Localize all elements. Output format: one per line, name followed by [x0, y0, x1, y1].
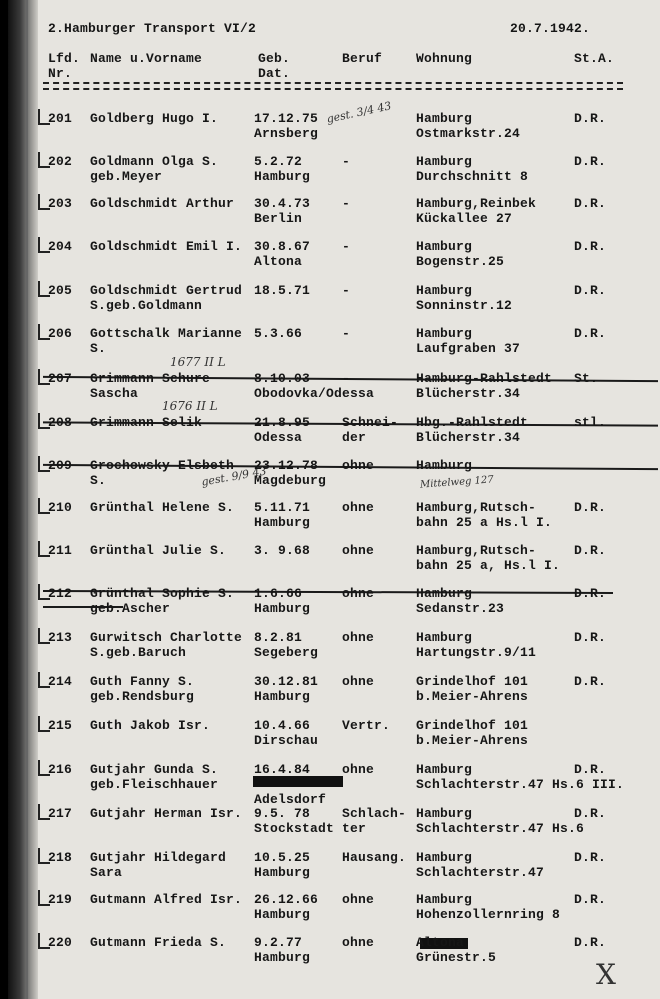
tick-mark: [38, 237, 50, 253]
row-number: 208: [48, 415, 73, 430]
row-address-line2: b.Meier-Ahrens: [416, 689, 529, 704]
row-birth-place: Adelsdorf: [254, 792, 327, 807]
row-number: 215: [48, 718, 73, 733]
col-header-name: Name u.Vorname: [90, 51, 203, 66]
row-number: 212: [48, 586, 73, 601]
row-address: Hamburg: [416, 283, 473, 298]
row-address: Hamburg: [416, 239, 473, 254]
row-address-line2: bahn 25 a Hs.l I.: [416, 515, 553, 530]
handwritten-note: gest. 3/4 43: [325, 99, 393, 126]
row-birth-place: Hamburg: [254, 515, 311, 530]
header-rule: [43, 82, 623, 84]
handwritten-mark: X: [596, 958, 616, 991]
row-birth-date: 30.4.73: [254, 196, 311, 211]
row-number: 219: [48, 892, 73, 907]
row-number: 213: [48, 630, 73, 645]
row-address: Hamburg,Reinbek: [416, 196, 537, 211]
row-profession: Schlach-: [342, 806, 407, 821]
row-birth-place: Arnsberg: [254, 126, 319, 141]
list-date: 20.7.1942.: [510, 21, 591, 36]
row-profession: ohne: [342, 543, 375, 558]
row-address: Hamburg,Rutsch-: [416, 500, 537, 515]
row-birth-date: 18.5.71: [254, 283, 311, 298]
row-address-line2: Bogenstr.25: [416, 254, 505, 269]
row-birth-date: 17.12.75: [254, 111, 319, 126]
row-citizenship: D.R.: [574, 586, 607, 601]
row-address-line2: Durchschnitt 8: [416, 169, 529, 184]
row-citizenship: D.R.: [574, 196, 607, 211]
row-profession: Hausang.: [342, 850, 407, 865]
row-profession: ohne: [342, 674, 375, 689]
row-profession: -: [342, 154, 351, 169]
row-name-line2: S.: [90, 341, 107, 356]
row-birth-date: 10.4.66: [254, 718, 311, 733]
row-address: Hamburg-Rahlstedt: [416, 371, 553, 386]
row-citizenship: D.R.: [574, 630, 607, 645]
row-name: Gutjahr Hildegard: [90, 850, 227, 865]
row-address: Hamburg: [416, 630, 473, 645]
row-name-line2: Sascha: [90, 386, 139, 401]
row-name: Goldschmidt Arthur: [90, 196, 235, 211]
row-number: 218: [48, 850, 73, 865]
col-header-citizenship: St.A.: [574, 51, 615, 66]
row-citizenship: D.R.: [574, 543, 607, 558]
tick-mark: [38, 413, 50, 429]
tick-mark: [38, 933, 50, 949]
row-profession: ohne: [342, 630, 375, 645]
row-name-line2: S.geb.Goldmann: [90, 298, 203, 313]
header-rule: [43, 88, 623, 90]
row-citizenship: D.R.: [574, 326, 607, 341]
row-birth-date: 5.11.71: [254, 500, 311, 515]
binding-edge: [8, 0, 38, 999]
row-address: Hamburg: [416, 806, 473, 821]
row-name: Guth Jakob Isr.: [90, 718, 211, 733]
row-name-line2: geb.Ascher: [90, 601, 171, 616]
row-address-line2: Grünestr.5: [416, 950, 497, 965]
row-citizenship: D.R.: [574, 892, 607, 907]
row-profession: ohne: [342, 458, 375, 473]
row-birth-date: 5.3.66: [254, 326, 303, 341]
row-address: Hbg.-Rahlstedt: [416, 415, 529, 430]
row-birth-date: 30.8.67: [254, 239, 311, 254]
row-profession: ohne: [342, 935, 375, 950]
row-address-line2: b.Meier-Ahrens: [416, 733, 529, 748]
tick-mark: [38, 804, 50, 820]
row-citizenship: St.: [574, 371, 599, 386]
row-address: Hamburg: [416, 762, 473, 777]
row-number: 201: [48, 111, 73, 126]
row-birth-date: 8.10.03: [254, 371, 311, 386]
row-citizenship: D.R.: [574, 111, 607, 126]
row-address: Hamburg: [416, 458, 473, 473]
tick-mark: [38, 628, 50, 644]
row-birth-date: 10.5.25: [254, 850, 311, 865]
row-birth-place: Hamburg: [254, 950, 311, 965]
tick-mark: [38, 760, 50, 776]
row-citizenship: D.R.: [574, 935, 607, 950]
row-name: Grünthal Sophie S.: [90, 586, 235, 601]
row-profession: ohne: [342, 762, 375, 777]
row-name-line2: Sara: [90, 865, 123, 880]
row-birth-place: Segeberg: [254, 645, 319, 660]
row-address-line2: Sedanstr.23: [416, 601, 505, 616]
tick-mark: [38, 194, 50, 210]
row-name: Guth Fanny S.: [90, 674, 195, 689]
row-birth-date: 9.2.77: [254, 935, 303, 950]
row-citizenship: D.R.: [574, 239, 607, 254]
row-address-line2: Hartungstr.9/11: [416, 645, 537, 660]
row-birth-date: 23.12.78: [254, 458, 319, 473]
row-address-line2: Blücherstr.34: [416, 386, 521, 401]
row-birth-place: Hamburg: [254, 689, 311, 704]
row-citizenship: stl.: [574, 415, 607, 430]
row-citizenship: D.R.: [574, 154, 607, 169]
row-birth-date: 9.5. 78: [254, 806, 311, 821]
row-name: Grünthal Helene S.: [90, 500, 235, 515]
row-name-line2: S.geb.Baruch: [90, 645, 187, 660]
tick-mark: [38, 369, 50, 385]
row-number: 211: [48, 543, 73, 558]
row-number: 209: [48, 458, 73, 473]
row-address: Hamburg: [416, 586, 473, 601]
row-citizenship: D.R.: [574, 500, 607, 515]
row-citizenship: D.R.: [574, 762, 607, 777]
row-name: Goldschmidt Gertrud: [90, 283, 243, 298]
col-header-address: Wohnung: [416, 51, 473, 66]
row-number: 203: [48, 196, 73, 211]
row-birth-place: Odessa: [254, 430, 303, 445]
row-address-line2: Schlachterstr.47 Hs.6: [416, 821, 585, 836]
row-number: 205: [48, 283, 73, 298]
tick-mark: [38, 890, 50, 906]
row-name: Gutjahr Gunda S.: [90, 762, 219, 777]
list-title: 2.Hamburger Transport VI/2: [48, 21, 257, 36]
tick-mark: [38, 584, 50, 600]
row-profession: ohne: [342, 500, 375, 515]
tick-mark: [38, 716, 50, 732]
row-address-line2: Laufgraben 37: [416, 341, 521, 356]
row-profession: Schnei-: [342, 415, 399, 430]
document-page: [8, 0, 660, 999]
tick-mark: [38, 498, 50, 514]
tick-mark: [38, 456, 50, 472]
row-number: 206: [48, 326, 73, 341]
row-number: 207: [48, 371, 73, 386]
row-birth-date: 16.4.84: [254, 762, 311, 777]
row-name-line2: S.: [90, 473, 107, 488]
row-name: Grimmann Schure: [90, 371, 211, 386]
row-name: Gutmann Alfred Isr.: [90, 892, 243, 907]
handwritten-note: 1677 II L: [170, 355, 226, 369]
row-name: Grünthal Julie S.: [90, 543, 227, 558]
row-address: Hamburg: [416, 326, 473, 341]
row-address: Hamburg,Rutsch-: [416, 543, 537, 558]
tick-mark: [38, 152, 50, 168]
redaction-blot: [253, 776, 343, 787]
row-name: Gutmann Frieda S.: [90, 935, 227, 950]
row-address: Grindelhof 101: [416, 718, 529, 733]
row-birth-date: 8.2.81: [254, 630, 303, 645]
row-citizenship: D.R.: [574, 283, 607, 298]
row-birth-place: Magdeburg: [254, 473, 327, 488]
row-number: 220: [48, 935, 73, 950]
row-profession: -: [342, 326, 351, 341]
col-header-dob: Geb. Dat.: [258, 51, 291, 81]
row-address-line2: Schlachterstr.47: [416, 865, 545, 880]
row-profession: -: [342, 371, 351, 386]
row-birth-place: Dirschau: [254, 733, 319, 748]
tick-mark: [38, 109, 50, 125]
row-address-line2: Blücherstr.34: [416, 430, 521, 445]
row-number: 210: [48, 500, 73, 515]
row-profession: ohne: [342, 892, 375, 907]
row-profession: Vertr.: [342, 718, 391, 733]
row-birth-date: 5.2.72: [254, 154, 303, 169]
tick-mark: [38, 541, 50, 557]
row-address-line2: Sonninstr.12: [416, 298, 513, 313]
row-name: Goldberg Hugo I.: [90, 111, 219, 126]
col-header-job: Beruf: [342, 51, 383, 66]
row-birth-place: Hamburg: [254, 169, 311, 184]
row-number: 214: [48, 674, 73, 689]
tick-mark: [38, 281, 50, 297]
row-address: Hamburg: [416, 111, 473, 126]
tick-mark: [38, 848, 50, 864]
row-birth-place: Hamburg: [254, 865, 311, 880]
row-name: Gurwitsch Charlotte: [90, 630, 243, 645]
row-address-line2: bahn 25 a, Hs.l I.: [416, 558, 561, 573]
row-address: Grindelhof 101: [416, 674, 529, 689]
row-address-line2: Schlachterstr.47 Hs.6 III.: [416, 777, 625, 792]
handwritten-note: gest. 9/9 43: [200, 464, 268, 489]
row-number: 216: [48, 762, 73, 777]
row-birth-date: 26.12.66: [254, 892, 319, 907]
row-number: 217: [48, 806, 73, 821]
row-profession-line2: der: [342, 430, 367, 445]
row-address: Hamburg: [416, 154, 473, 169]
row-citizenship: D.R.: [574, 806, 607, 821]
row-profession: -: [342, 239, 351, 254]
row-name-line2: geb.Meyer: [90, 169, 163, 184]
row-number: 204: [48, 239, 73, 254]
row-address: Hamburg: [416, 850, 473, 865]
row-birth-place: Berlin: [254, 211, 303, 226]
col-header-nr: Lfd. Nr.: [48, 51, 81, 81]
row-name-line2: geb.Fleischhauer: [90, 777, 219, 792]
row-citizenship: D.R.: [574, 674, 607, 689]
row-address-line2: Ostmarkstr.24: [416, 126, 521, 141]
handwritten-note: Mittelweg 127: [419, 474, 495, 491]
row-name: Goldmann Olga S.: [90, 154, 219, 169]
row-name: Grimmann Selik: [90, 415, 203, 430]
row-name-line2: geb.Rendsburg: [90, 689, 195, 704]
tick-mark: [38, 672, 50, 688]
row-name: Grochowsky Elsbeth: [90, 458, 235, 473]
row-birth-date: 3. 9.68: [254, 543, 311, 558]
row-birth-place: Stockstadt: [254, 821, 335, 836]
row-number: 202: [48, 154, 73, 169]
row-birth-place: Altona: [254, 254, 303, 269]
row-profession: ohne: [342, 586, 375, 601]
row-birth-date: 21.8.95: [254, 415, 311, 430]
handwritten-note: 1676 II L: [162, 399, 218, 413]
tick-mark: [38, 324, 50, 340]
row-birth-place: Obodovka/Odessa: [254, 386, 375, 401]
row-citizenship: D.R.: [574, 850, 607, 865]
row-name: Goldschmidt Emil I.: [90, 239, 243, 254]
row-address-line2: Kückallee 27: [416, 211, 513, 226]
row-name: Gottschalk Marianne: [90, 326, 243, 341]
row-birth-place: Hamburg: [254, 907, 311, 922]
row-birth-date: 1.6.66: [254, 586, 303, 601]
row-address: Hamburg: [416, 892, 473, 907]
row-address: Altona: [416, 935, 465, 950]
row-birth-date: 30.12.81: [254, 674, 319, 689]
row-profession-line2: ter: [342, 821, 367, 836]
row-birth-place: Hamburg: [254, 601, 311, 616]
row-address-line2: Hohenzollernring 8: [416, 907, 561, 922]
row-profession: -: [342, 196, 351, 211]
row-profession: -: [342, 283, 351, 298]
row-name: Gutjahr Herman Isr.: [90, 806, 243, 821]
